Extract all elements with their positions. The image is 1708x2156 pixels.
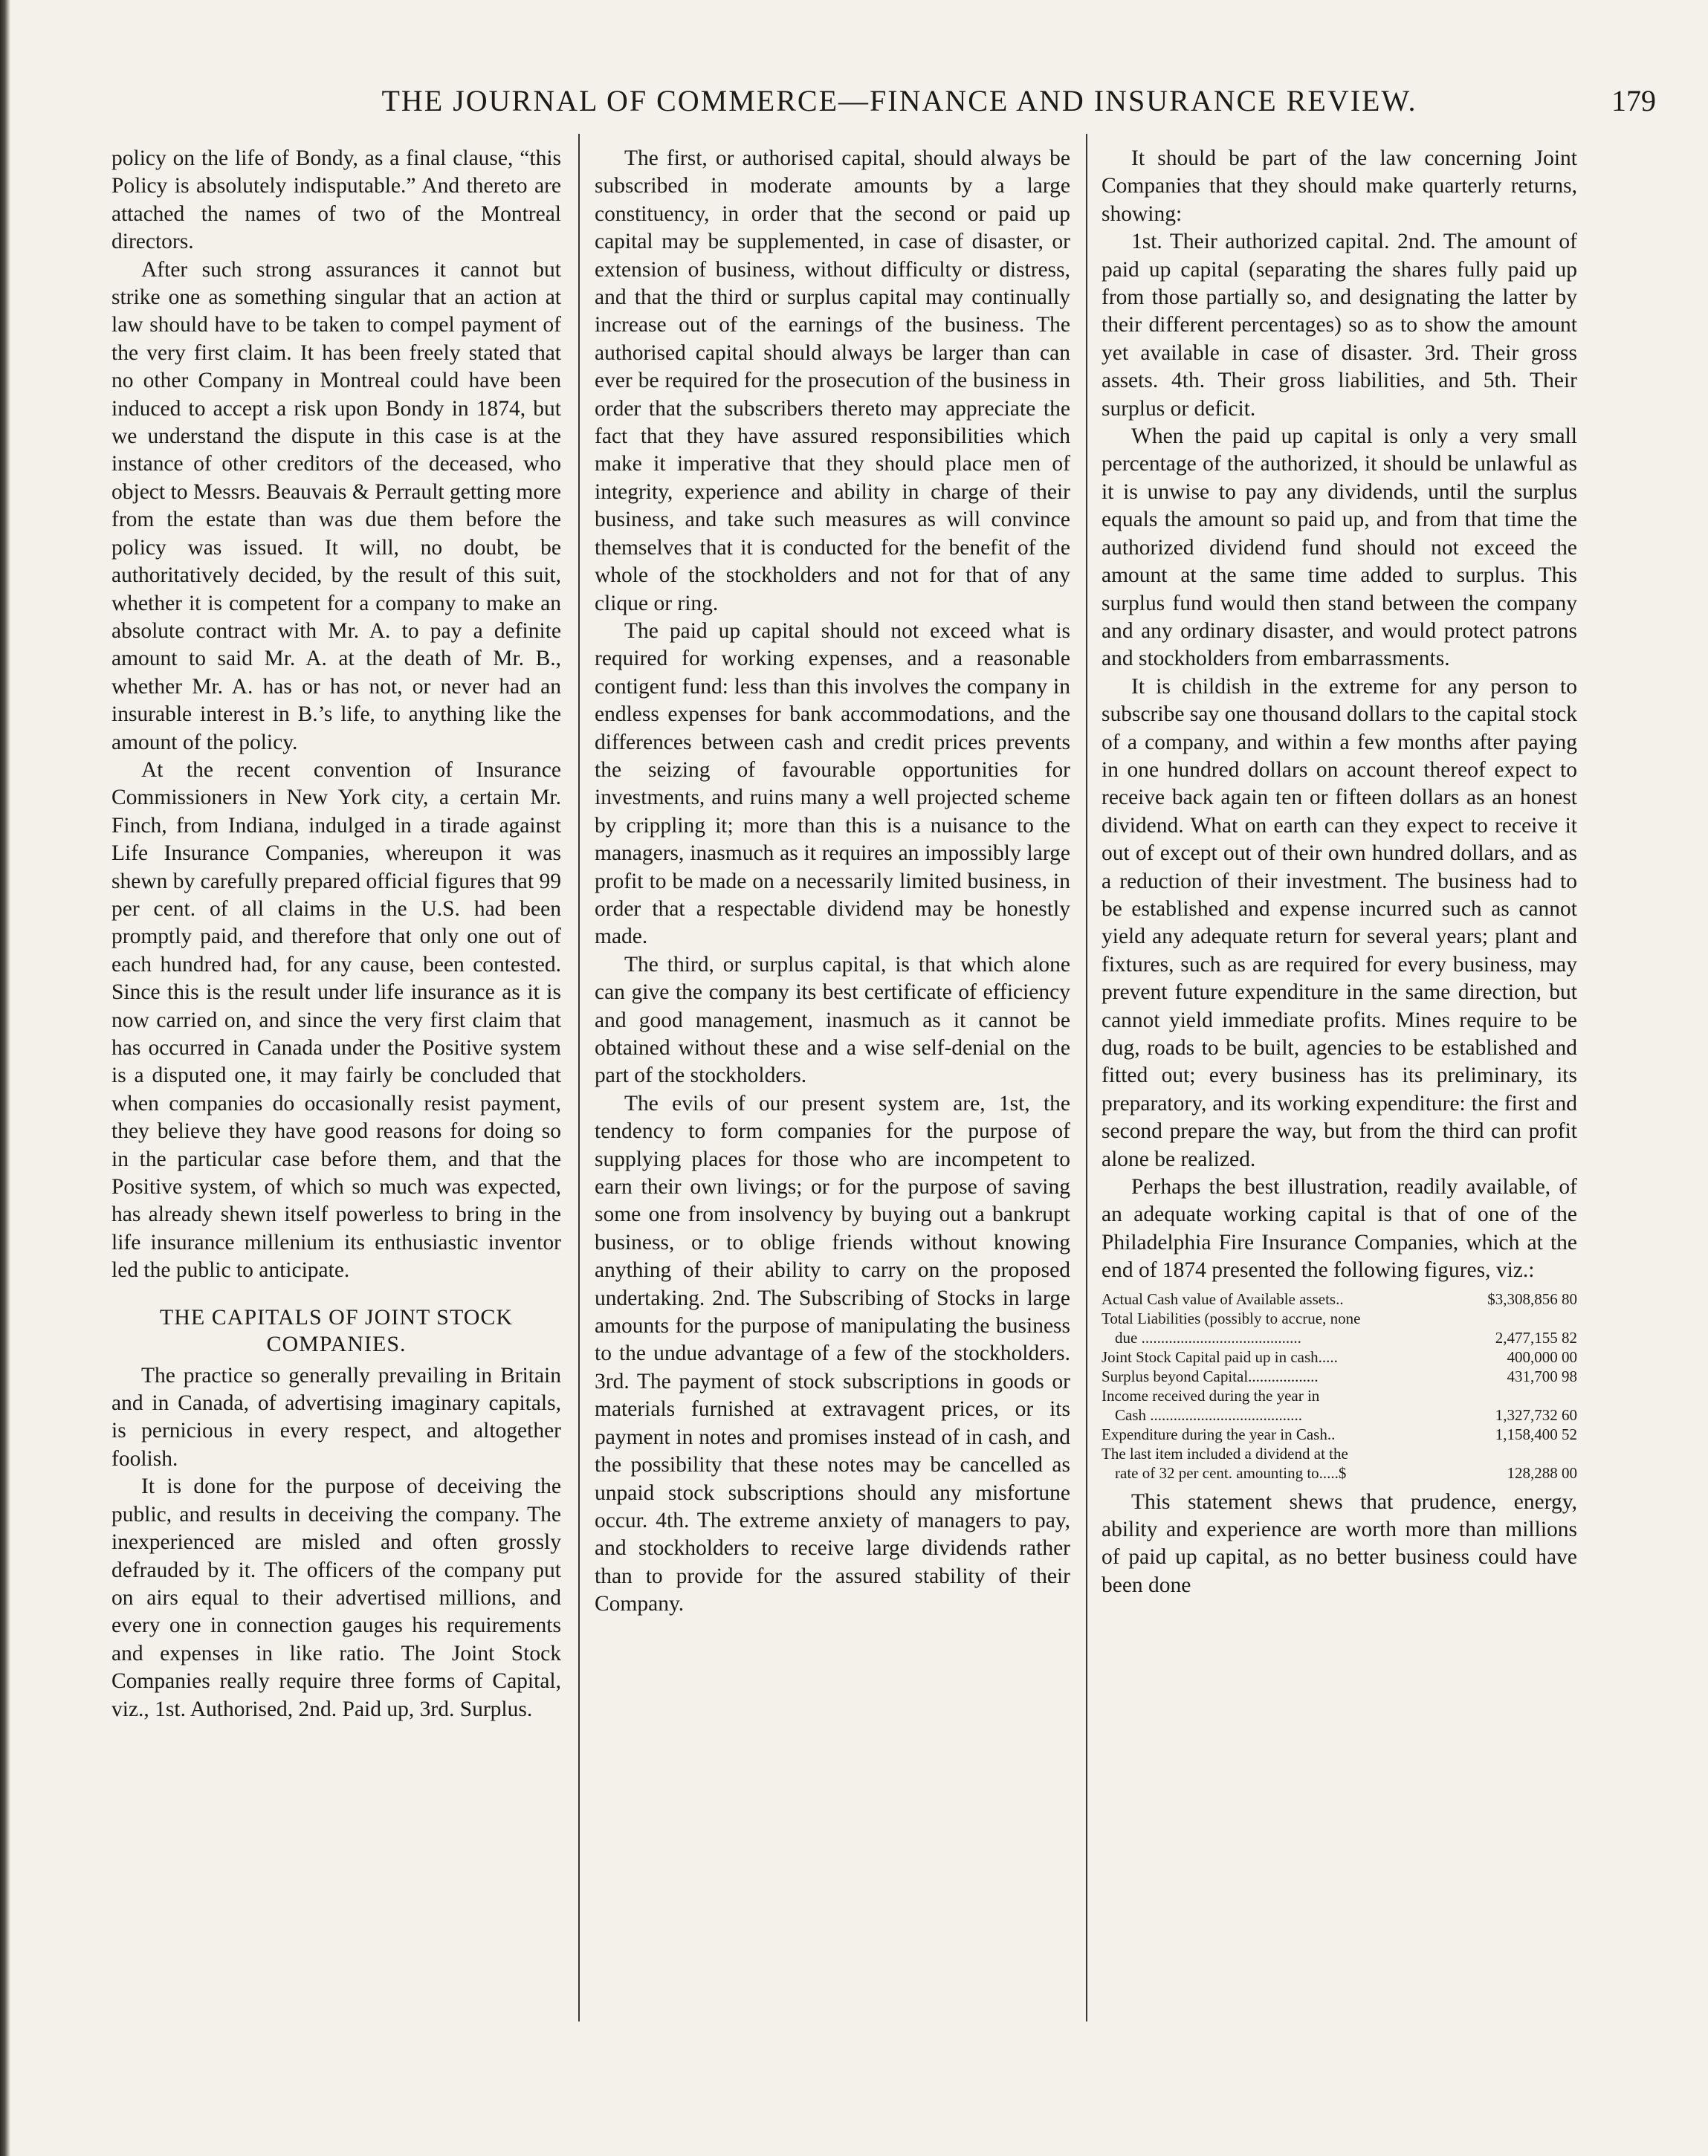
statement-row	[1102, 1328, 1577, 1347]
statement-amount: 400,000 00	[1507, 1347, 1577, 1366]
statement-amount	[1449, 1444, 1577, 1463]
statement-row	[1102, 1444, 1577, 1463]
paragraph: It should be part of the law concerning Joint Companies that they should make quarterly returns, showing:	[1102, 146, 1577, 226]
paragraph: The third, or surplus capital, is that which alone can give the company its best certificate of efficiency and good management, inasmuch as it cannot be obtained without these and a wise self-denial on the part of the stockholders.	[595, 952, 1070, 1088]
statement-row	[1102, 1386, 1577, 1405]
paragraph: The practice so generally prevailing in Britain and in Canada, of advertising imaginary capitals, is pernicious in every respect, and altogether foolish.	[111, 1363, 561, 1471]
statement-row	[1102, 1289, 1577, 1309]
statement-amount: $3,308,856 80	[1487, 1289, 1577, 1308]
paragraph: When the paid up capital is only a very small percentage of the authorized, it should be unlawful as it is unwise to pay any dividends, until the surplus equals the amount so paid up, and from that time the authorized dividend fund should not exceed the amount at the same time added to surplus. This surplus fund would then stand between the company and any ordinary disaster, and would protect patrons and stockholders from embarrassments.	[1102, 424, 1577, 671]
column-1	[111, 145, 561, 2122]
statement-label: Actual Cash value of Available assets..	[1102, 1289, 1344, 1308]
statement-label: Surplus beyond Capital..................	[1102, 1367, 1319, 1385]
statement-row	[1102, 1463, 1577, 1483]
paragraph: The first, or authorised capital, should always be subscribed in moderate amounts by a large constituency, in order that the second or paid up capital may be supplemented, in case of disaster, or extension of business, without difficulty or distress, and that the third or surplus capital may continually increase out of the earnings of the business. The authorised capital should always be larger than can ever be required for the prosecution of the business in order that the subscribers thereto may appreciate the fact that they have assured responsibilities which make it imperative that they should place men of integrity, experience and ability in charge of their business, and take such measures as will convince themselves that it is conducted for the benefit of the whole of the stockholders and not for that of any clique or ring.	[595, 146, 1070, 615]
statement-label: Expenditure during the year in Cash..	[1102, 1425, 1336, 1443]
statement-label: Income received during the year in	[1102, 1386, 1320, 1405]
statement-label: due .........................................	[1115, 1328, 1301, 1347]
statement-amount: 431,700 98	[1507, 1367, 1577, 1385]
paragraph: After such strong assurances it cannot but strike one as something singular that an action at law should have to be taken to compel payment of the very first claim. It has been freely stated that no other Company in Montreal could have been induced to accept a risk upon Bondy in 1874, but we understand the dispute in this case is at the instance of other creditors of the deceased, who object to Messrs. Beauvais & Perrault getting more from the estate than was due them before the policy was issued. It will, no doubt, be authoritatively decided, by the result of this suit, whether it is competent for a company to make an absolute contract with Mr. A. to pay a definite amount to said Mr. A. at the death of Mr. B., whether Mr. A. has or has not, or never had an insurable interest in B.’s life, to anything like the amount of the policy.	[111, 257, 561, 754]
statement-amount: 2,477,155 82	[1495, 1328, 1577, 1347]
paragraph: 1st. Their authorized capital. 2nd. The amount of paid up capital (separating the shares fully paid up from those partially so, and designating the latter by their different percentages) so as to show the amount yet available in case of disaster. 3rd. Their gross assets. 4th. Their gross liabilities, and 5th. Their surplus or deficit.	[1102, 230, 1577, 421]
paragraph: It is done for the purpose of deceiving the public, and results in deceiving the company. The inexperienced are misled and often grossly defrauded by it. The officers of the company put on airs equal to their advertised millions, and every one in connection gauges his requirements and expenses in like ratio. The Joint Stock Companies really require three forms of Capital, viz., 1st. Authorised, 2nd. Paid up, 3rd. Surplus.	[111, 1474, 561, 1721]
statement-row	[1102, 1425, 1577, 1444]
statement-row	[1102, 1309, 1577, 1328]
paragraph: policy on the life of Bondy, as a final clause, “this Policy is absolutely indisputable.” And thereto are attached the names of two of the Montreal directors.	[111, 146, 561, 254]
section-title: THE CAPITALS OF JOINT STOCK COMPANIES.	[159, 1304, 514, 1356]
statement-label: Cash .......................................	[1115, 1405, 1302, 1424]
page-number: 179	[1611, 84, 1656, 117]
paragraph: At the recent convention of Insurance Commissioners in New York city, a certain Mr. Finch, from Indiana, indulged in a tirade against Life Insurance Companies, whereupon it was shewn by carefully prepared official figures that 99 per cent. of all claims in the U.S. had been promptly paid, and therefore that only one out of each hundred had, for any cause, been contested. Since this is the result under life insurance as it is now carried on, and since the very first claim that has occurred in Canada under the Positive system is a disputed one, it may fairly be concluded that when companies do occasionally resist payment, they believe they have good reasons for doing so in the particular case before them, and that the Positive system, of which so much was expected, has already shewn itself powerless to bring in the life insurance millenium its enthusiastic inventor led the public to anticipate.	[111, 757, 561, 1283]
column-3	[1102, 145, 1577, 2122]
statement-row	[1102, 1347, 1577, 1367]
column-rule-2	[1086, 134, 1087, 2021]
statement-amount: 128,288 00	[1507, 1463, 1577, 1482]
statement-label: The last item included a dividend at the	[1102, 1444, 1348, 1463]
paragraph: Perhaps the best illustration, readily available, of an adequate working capital is that of one of the Philadelphia Fire Insurance Companies, which at the end of 1874 presented the following figures, viz.:	[1102, 1175, 1577, 1283]
paragraph: This statement shews that prudence, energy, ability and experience are worth more than millions of paid up capital, as no better business could have been done	[1102, 1489, 1577, 1597]
page-binding-edge	[0, 0, 10, 2156]
running-title: THE JOURNAL OF COMMERCE—FINANCE AND INSURANCE REVIEW.	[381, 84, 1417, 117]
column-2	[595, 145, 1070, 2122]
paragraph: The paid up capital should not exceed what is required for working expenses, and a reasonable contigent fund: less than this involves the company in endless expenses for bank accommodations, and the differences between cash and credit prices prevents the seizing of favourable opportunities for investments, and ruins many a well projected scheme by crippling it; more than this is a nuisance to the managers, inasmuch as it requires an impossibly large profit to be made on a necessarily limited business, in order that a respectable dividend may be honestly made.	[595, 618, 1070, 949]
paragraph: The evils of our present system are, 1st, the tendency to form companies for the purpose of supplying places for those who are incompetent to earn their own livings; or for the purpose of saving some one from insolvency by buying out a bankrupt business, or to oblige friends without knowing anything of their ability to carry on the proposed undertaking. 2nd. The Subscribing of Stocks in large amounts for the purpose of manipulating the business to the undue advantage of a few of the stockholders. 3rd. The payment of stock subscriptions in goods or materials furnished at extravagent prices, or its payment in notes and promises instead of in cash, and the possibility that these notes may be cancelled as unpaid stock subscriptions should any misfortune occur. 4th. The extreme anxiety of managers to pay, and stockholders to receive large dividends rather than to provide for the assured stability of their Company.	[595, 1091, 1070, 1616]
statement-label: Joint Stock Capital paid up in cash.....	[1102, 1347, 1338, 1366]
statement-amount: 1,158,400 52	[1495, 1425, 1577, 1443]
financial-statement	[1102, 1289, 1577, 1483]
statement-row	[1102, 1367, 1577, 1386]
paragraph: It is childish in the extreme for any person to subscribe say one thousand dollars to the capital stock of a company, and within a few months after paying in one hundred dollars on account thereof expect to receive back again ten or fifteen dollars as an honest dividend. What on earth can they expect to receive it out of except out of their own hundred dollars, and as a reduction of their investment. The business had to be established and expense incurred such as cannot yield any adequate return for several years; plant and fixtures, such as are required for every business, may prevent future expenditure in the same direction, but cannot yield immediate profits. Mines require to be dug, roads to be built, agencies to be established and fitted out; every business has its preliminary, its preparatory, and its working expenditure: the first and second prepare the way, but from the third can profit alone be realized.	[1102, 674, 1577, 1171]
statement-label: Total Liabilities (possibly to accrue, none	[1102, 1309, 1361, 1327]
page-header	[97, 83, 1656, 128]
statement-amount	[1449, 1309, 1577, 1328]
statement-amount	[1449, 1386, 1577, 1405]
column-rule-1	[578, 134, 580, 2021]
statement-row	[1102, 1405, 1577, 1425]
statement-label: rate of 32 per cent. amounting to.....$	[1115, 1463, 1347, 1482]
statement-amount: 1,327,732 60	[1495, 1405, 1577, 1424]
